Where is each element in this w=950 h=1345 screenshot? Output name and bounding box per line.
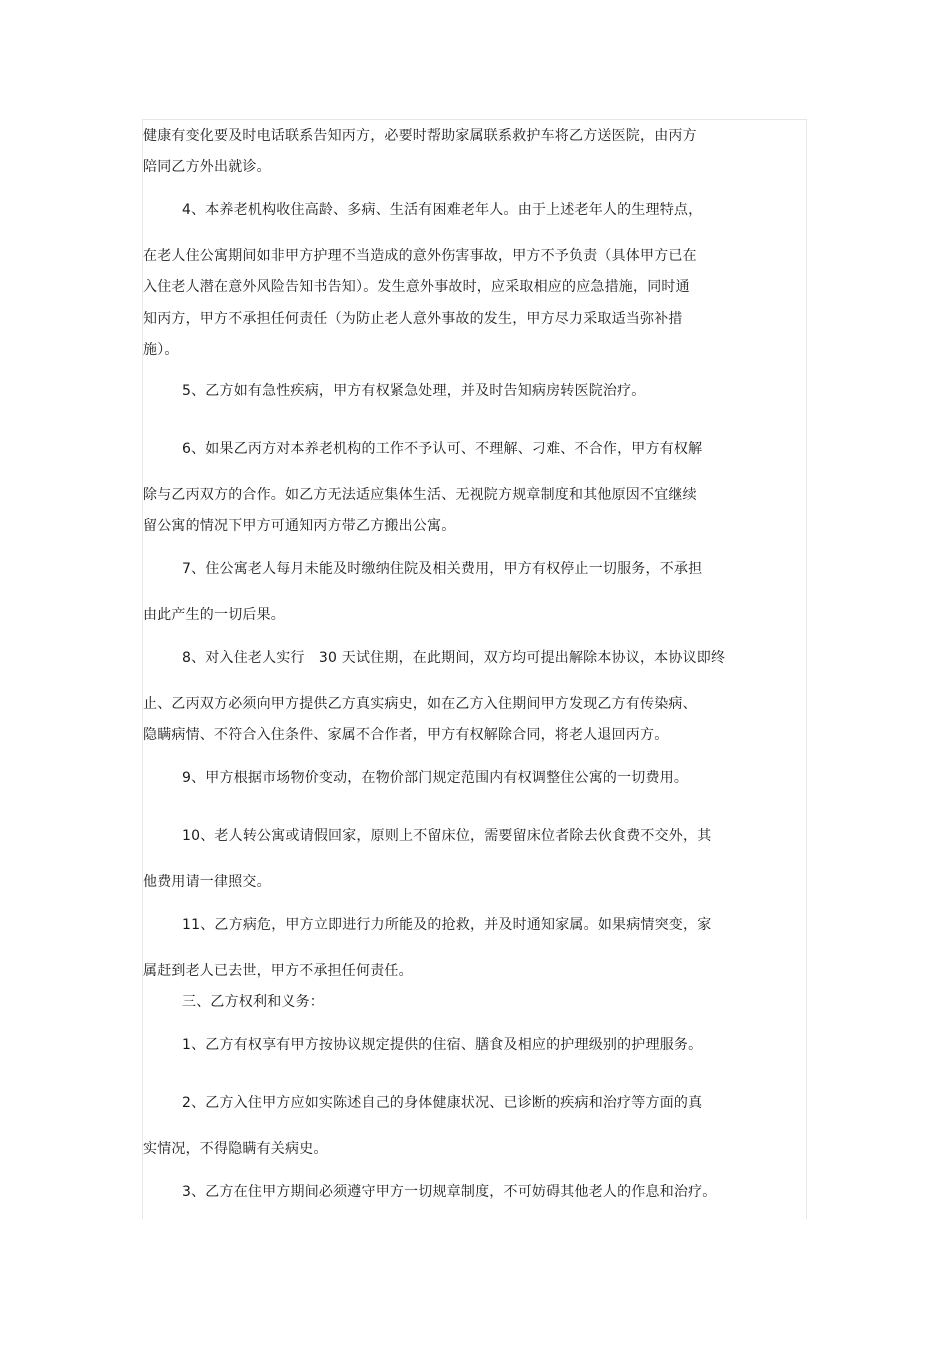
text-line-20: 11、乙方病危，甲方立即进行力所能及的抢救，并及时通知家属。如果病情突变，家 — [182, 917, 712, 933]
text-line-06: 知丙方，甲方不承担任何责任（为防止老人意外事故的发生，甲方尽力采取适当弥补措 — [143, 311, 683, 327]
text-line-15: 止、乙丙双方必须向甲方提供乙方真实病史，如在乙方入住期间甲方发现乙方有传染病、 — [143, 696, 697, 712]
text-line-21: 属赶到老人已去世，甲方不承担任何责任。 — [143, 963, 413, 979]
section-heading: 三、乙方权利和义务： — [182, 994, 324, 1010]
text-line-07: 施）。 — [143, 342, 179, 358]
text-line-11: 留公寓的情况下甲方可通知丙方带乙方搬出公寓。 — [143, 518, 456, 534]
text-line-08: 5、乙方如有急性疾病，甲方有权紧急处理，并及时告知病房转医院治疗。 — [182, 383, 646, 399]
text-line-01: 健康有变化要及时电话联系告知丙方，必要时帮助家属联系救护车将乙方送医院，由丙方 — [143, 128, 697, 144]
text-line-02: 陪同乙方外出就诊。 — [143, 159, 271, 175]
text-line-03: 4、本养老机构收住高龄、多病、生活有困难老年人。由于上述老年人的生理特点， — [182, 202, 703, 218]
text-line-09: 6、如果乙丙方对本养老机构的工作不予认可、不理解、刁难、不合作，甲方有权解 — [182, 441, 703, 457]
text-line-17: 9、甲方根据市场物价变动，在物价部门规定范围内有权调整住公寓的一切费用。 — [182, 770, 689, 786]
text-line-18: 10、老人转公寓或请假回家，原则上不留床位，需要留床位者除去伙食费不交外，其 — [182, 828, 712, 844]
text-line-19: 他费用请一律照交。 — [143, 874, 271, 890]
text-line-12: 7、住公寓老人每月未能及时缴纳住院及相关费用，甲方有权停止一切服务，不承担 — [182, 561, 703, 577]
text-line-13: 由此产生的一切后果。 — [143, 607, 285, 623]
text-line-23: 1、乙方有权享有甲方按协议规定提供的住宿、膳食及相应的护理级别的护理服务。 — [182, 1037, 703, 1053]
text-line-25: 实情况，不得隐瞒有关病史。 — [143, 1141, 328, 1157]
text-line-16: 隐瞒病情、不符合入住条件、家属不合作者，甲方有权解除合同，将老人退回丙方。 — [143, 727, 669, 743]
text-line-26: 3、乙方在住甲方期间必须遵守甲方一切规章制度，不可妨碍其他老人的作息和治疗。 — [182, 1184, 717, 1200]
text-line-24: 2、乙方入住甲方应如实陈述自己的身体健康状况、已诊断的疾病和治疗等方面的真 — [182, 1095, 703, 1111]
text-line-14: 8、对入住老人实行 30 天试住期，在此期间，双方均可提出解除本协议，本协议即终 — [182, 650, 726, 666]
text-line-10: 除与乙丙双方的合作。如乙方无法适应集体生活、无视院方规章制度和其他原因不宜继续 — [143, 487, 697, 503]
text-line-05: 入住老人潜在意外风险告知书告知）。发生意外事故时，应采取相应的应急措施，同时通 — [143, 279, 690, 295]
text-line-04: 在老人住公寓期间如非甲方护理不当造成的意外伤害事故，甲方不予负责（具体甲方已在 — [143, 248, 697, 264]
